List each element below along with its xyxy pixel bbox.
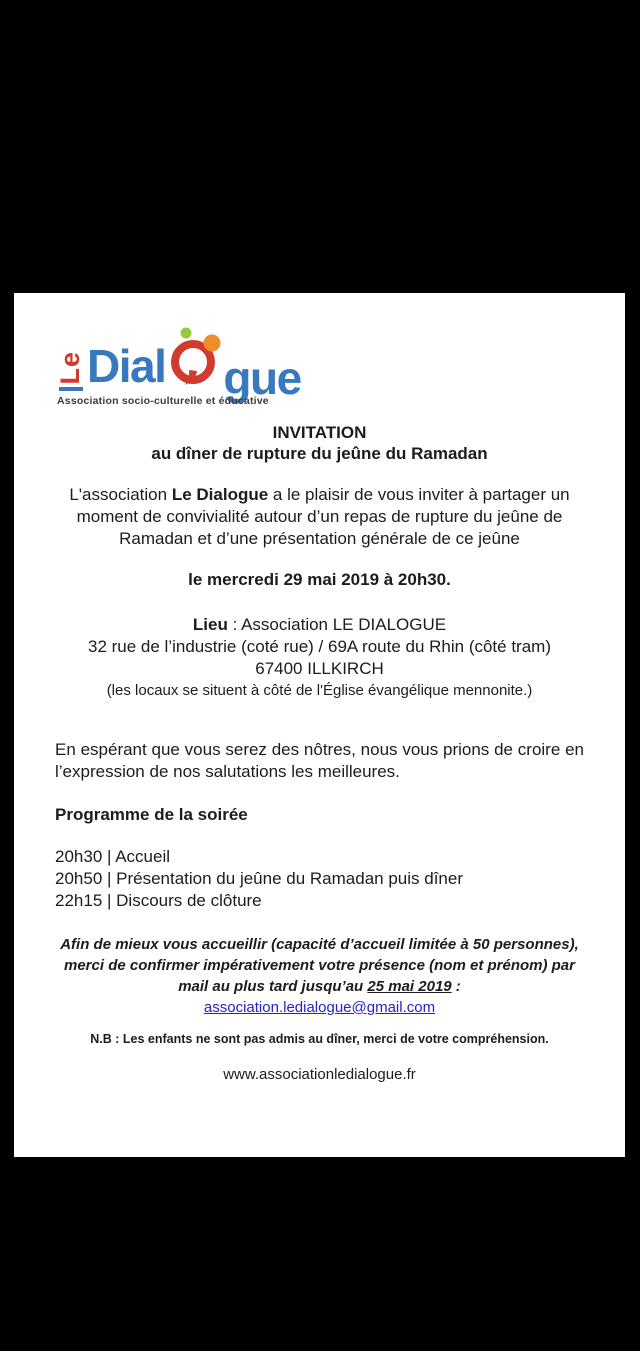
intro-suffix: a le plaisir de vous inviter à partager un moment de convivialité autour d’un repas de rupture du jeûne de Ramadan et d’une présentation générale de ce jeûne — [76, 485, 570, 548]
org-name: Le Dialogue — [171, 485, 269, 504]
event-date: le mercredi 29 mai 2019 à 20h30. — [188, 570, 451, 589]
venue-city: 67400 ILLKIRCH — [255, 659, 384, 678]
logo-underline — [59, 387, 83, 391]
programme-item: 20h30 | Accueil — [55, 847, 170, 866]
logo-dial-text: Dial — [87, 340, 166, 392]
rsvp-text-before: Afin de mieux vous accueillir (capacité d’accueil limitée à 50 personnes), merci de confirmer impérativement votre présence (nom et prénom) par mail au plus tard jusqu’au — [60, 936, 579, 995]
rsvp-deadline: 25 mai 2019 — [367, 978, 452, 995]
logo-caption: Association socio-culturelle et éducative — [57, 395, 269, 407]
speech-bubble-o-icon — [166, 327, 222, 392]
programme-item: 20h50 | Présentation du jeûne du Ramadan puis dîner — [55, 869, 463, 888]
logo-le-text: Le — [55, 351, 85, 385]
closing-paragraph: En espérant que vous serez des nôtres, nous vous prions de croire en l’expression de nos salutations les meilleures. — [55, 740, 584, 781]
invitation-subtitle: au dîner de rupture du jeûne du Ramadan — [151, 444, 488, 463]
email-line — [55, 997, 584, 1018]
programme-heading: Programme de la soirée — [55, 805, 248, 824]
intro-prefix: L'association — [69, 485, 172, 504]
logo — [57, 329, 301, 407]
invitation-card — [14, 293, 625, 1157]
venue-name-line — [55, 614, 584, 636]
venue-note: (les locaux se situent à côté de l'Église évangélique mennonite.) — [106, 682, 533, 699]
nb-note: N.B : Les enfants ne sont pas admis au dîner, merci de votre compréhension. — [90, 1032, 549, 1046]
email-link[interactable]: association.ledialogue@gmail.com — [203, 999, 436, 1016]
programme-item: 22h15 | Discours de clôture — [55, 891, 262, 910]
rsvp-note — [55, 934, 584, 997]
venue-address: 32 rue de l’industrie (coté rue) / 69A route du Rhin (côté tram) — [87, 637, 551, 656]
venue-label: Lieu — [192, 615, 228, 634]
rsvp-text-after: : — [451, 978, 461, 995]
logo-gue-text: gue — [223, 352, 301, 404]
invitation-title-block — [55, 422, 584, 464]
venue-block — [55, 614, 584, 702]
venue-name: : Association LE DIALOGUE — [227, 615, 447, 634]
programme-list — [55, 846, 584, 912]
invitation-title: INVITATION — [272, 423, 367, 442]
intro-paragraph — [55, 484, 584, 550]
website-url: www.associationledialogue.fr — [223, 1066, 416, 1083]
logo-le-block — [57, 351, 84, 391]
